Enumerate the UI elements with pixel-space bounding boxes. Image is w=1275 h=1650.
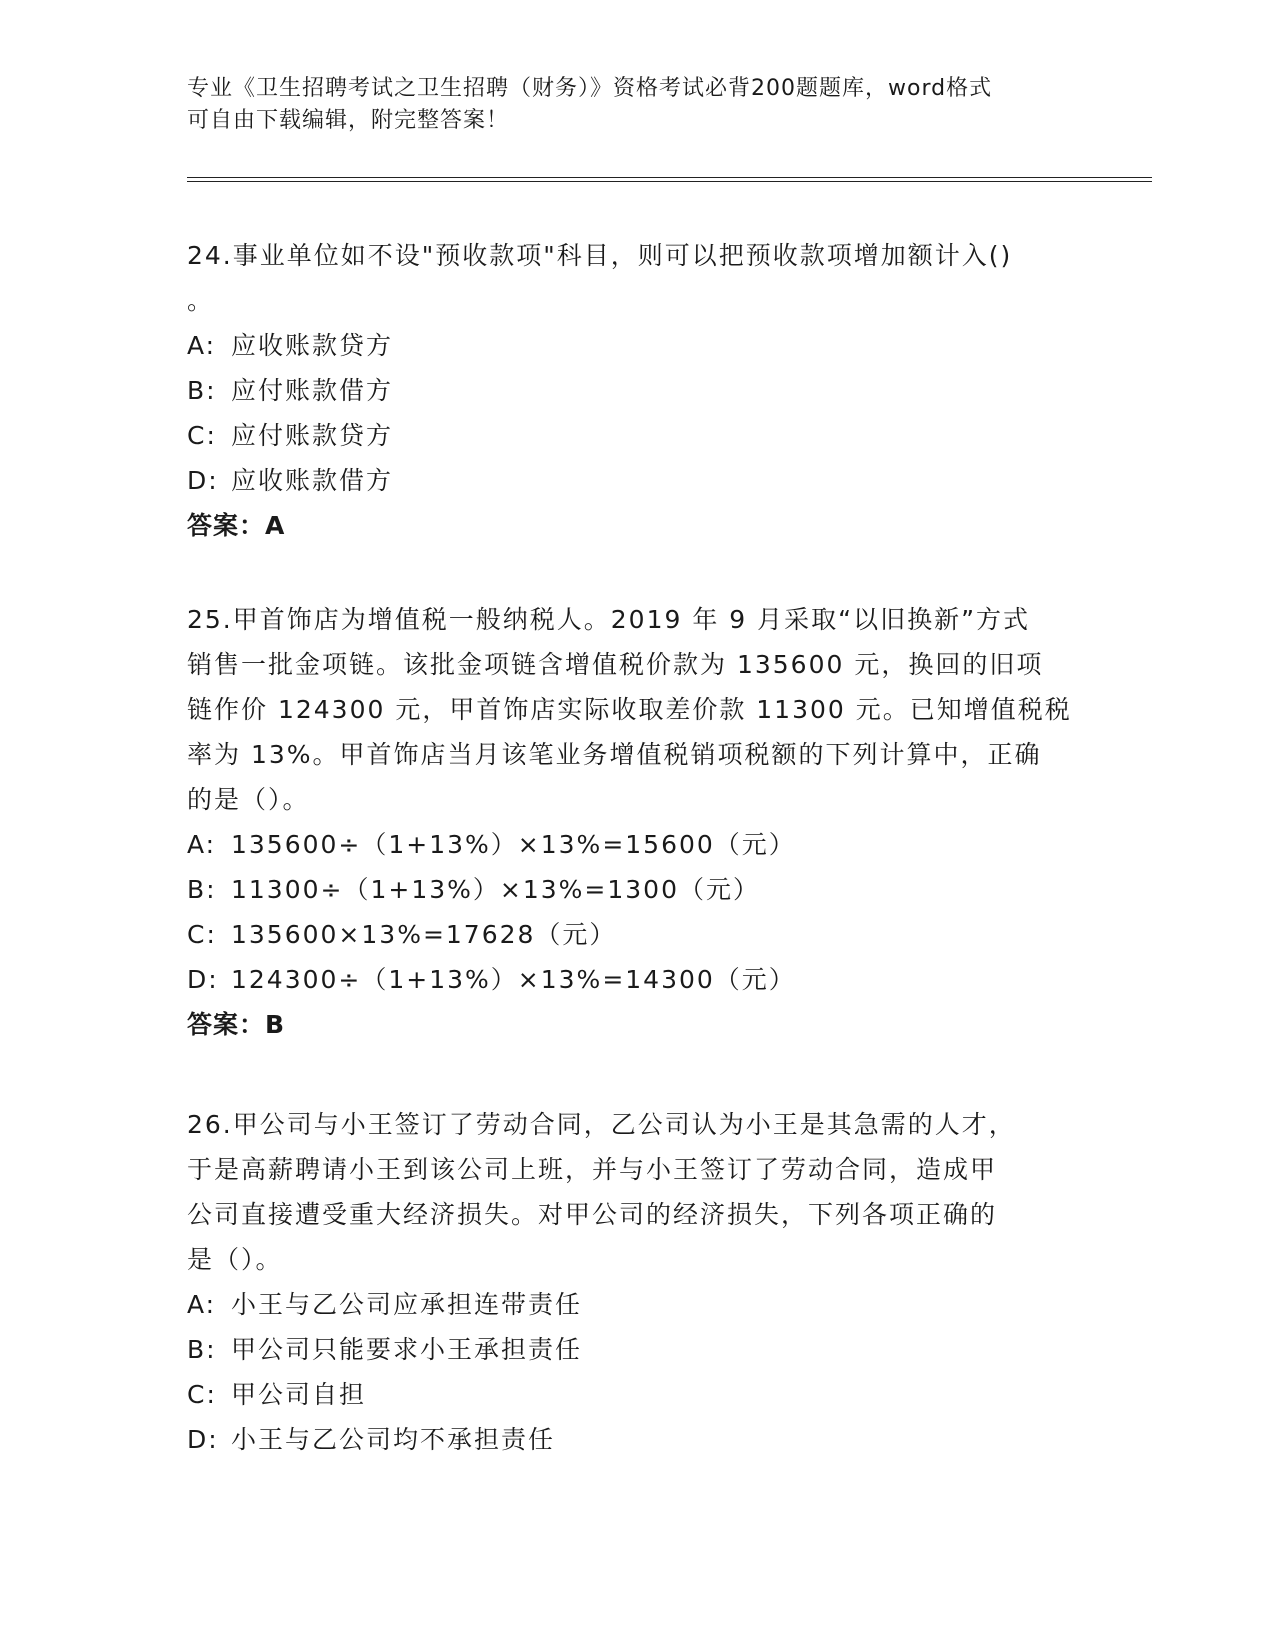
question-stem-line: 是（）。 — [187, 1245, 283, 1274]
option-letter: A: — [187, 1290, 217, 1319]
option-c — [187, 912, 1087, 957]
answer-label: 答案： — [187, 511, 266, 540]
question-stem-line: 于是高薪聘请小王到该公司上班，并与小王签订了劳动合同，造成甲 — [187, 1155, 998, 1184]
header-divider-bottom — [187, 181, 1152, 182]
option-letter: C: — [187, 1380, 217, 1409]
option-letter: B: — [187, 875, 217, 904]
option-c — [187, 1372, 1087, 1417]
question-stem-line: 26.甲公司与小王签订了劳动合同，乙公司认为小王是其急需的人才， — [187, 1110, 1016, 1139]
option-text: 135600×13%=17628（元） — [231, 920, 617, 949]
question-stem-line: 率为 13%。甲首饰店当月该笔业务增值税销项税额的下列计算中，正确 — [187, 740, 1042, 769]
option-b — [187, 368, 1087, 413]
option-a — [187, 323, 1087, 368]
option-text: 应收账款贷方 — [231, 331, 394, 360]
option-text: 应付账款借方 — [231, 376, 394, 405]
answer-line — [187, 1002, 1087, 1047]
question-stem-line: 。 — [187, 286, 215, 315]
question-stem-line: 公司直接遭受重大经济损失。对甲公司的经济损失，下列各项正确的 — [187, 1200, 998, 1229]
question-stem-line: 销售一批金项链。该批金项链含增值税价款为 135600 元，换回的旧项 — [187, 650, 1044, 679]
question-stem-line: 24.事业单位如不设"预收款项"科目，则可以把预收款项增加额计入() — [187, 241, 1013, 270]
question-stem-line: 25.甲首饰店为增值税一般纳税人。2019 年 9 月采取“以旧换新”方式 — [187, 605, 1031, 634]
header-line-2: 可自由下载编辑，附完整答案！ — [187, 108, 510, 133]
option-text: 小王与乙公司应承担连带责任 — [231, 1290, 583, 1319]
option-letter: C: — [187, 920, 217, 949]
option-letter: C: — [187, 421, 217, 450]
answer-value: A — [265, 511, 286, 540]
option-text: 应付账款贷方 — [231, 421, 394, 450]
option-letter: D: — [187, 965, 219, 994]
answer-line — [187, 503, 1087, 548]
option-letter: A: — [187, 830, 217, 859]
option-letter: D: — [187, 1425, 219, 1454]
answer-label: 答案： — [187, 1010, 266, 1039]
option-b — [187, 867, 1087, 912]
option-letter: B: — [187, 376, 217, 405]
question-25 — [187, 597, 1087, 1047]
option-c — [187, 413, 1087, 458]
option-letter: B: — [187, 1335, 217, 1364]
header-line-1: 专业《卫生招聘考试之卫生招聘（财务）》资格考试必背200题题库，word格式 — [187, 76, 993, 101]
option-d — [187, 1417, 1087, 1462]
question-stem-line: 的是（）。 — [187, 785, 310, 814]
option-b — [187, 1327, 1087, 1372]
question-26 — [187, 1102, 1087, 1462]
question-24 — [187, 233, 1087, 548]
option-text: 124300÷（1+13%）×13%=14300（元） — [231, 965, 796, 994]
option-letter: D: — [187, 466, 219, 495]
header-divider-top — [187, 177, 1152, 178]
option-text: 11300÷（1+13%）×13%=1300（元） — [231, 875, 760, 904]
option-text: 135600÷（1+13%）×13%=15600（元） — [231, 830, 796, 859]
option-text: 小王与乙公司均不承担责任 — [231, 1425, 556, 1454]
option-text: 应收账款借方 — [231, 466, 394, 495]
option-a — [187, 822, 1087, 867]
question-stem-line: 链作价 124300 元，甲首饰店实际收取差价款 11300 元。已知增值税税 — [187, 695, 1072, 724]
option-d — [187, 957, 1087, 1002]
option-text: 甲公司只能要求小王承担责任 — [231, 1335, 583, 1364]
option-letter: A: — [187, 331, 217, 360]
option-d — [187, 458, 1087, 503]
answer-value: B — [265, 1010, 286, 1039]
option-a — [187, 1282, 1087, 1327]
option-text: 甲公司自担 — [231, 1380, 367, 1409]
document-header — [187, 73, 1067, 137]
